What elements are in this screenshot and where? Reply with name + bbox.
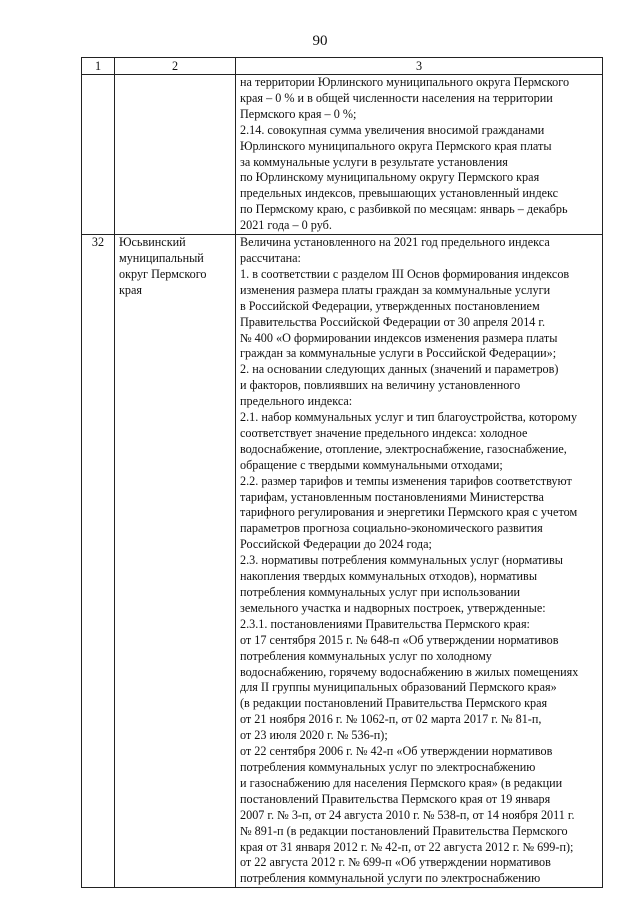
text-line: от 17 сентября 2015 г. № 648-п «Об утверждении нормативов <box>240 632 559 647</box>
text-line: водоснабжение, отопление, электроснабжение, газоснабжение, <box>240 441 567 456</box>
text-line: в Российской Федерации, утвержденных постановлением <box>240 298 540 313</box>
table-header-row <box>82 58 603 75</box>
text-line: и факторов, повлиявших на величину установленного <box>240 378 521 393</box>
text-line: 2.14. совокупная сумма увеличения вносимой гражданами <box>240 122 545 137</box>
row-number-cell <box>82 75 115 235</box>
page-number: 90 <box>312 33 328 49</box>
table-row <box>82 235 603 888</box>
text-line: потребления коммунальных услуг при использовании <box>240 585 521 599</box>
row-number-cell: 32 <box>82 235 115 888</box>
text-line: Величина установленного на 2021 год предельного индекса <box>240 235 550 250</box>
text-line: Российской Федерации до 2024 года; <box>240 537 432 552</box>
text-line: № 891-п (в редакции постановлений Правительства Пермского <box>240 823 568 838</box>
text-line: предельного индекса: <box>240 394 353 409</box>
text-line: граждан за коммунальные услуги в Российской Федерации»; <box>240 346 557 361</box>
text-line: 2021 года – 0 руб. <box>240 218 332 233</box>
text-line: края <box>119 282 143 297</box>
text-line: и газоснабжению для населения Пермского края» (в редакции <box>240 775 563 790</box>
text-line: рассчитана: <box>240 250 301 265</box>
text-line: муниципальный <box>119 250 204 265</box>
column-header-3: 3 <box>236 58 603 75</box>
text-line: 2. на основании следующих данных (значений и параметров) <box>240 362 559 377</box>
region-cell <box>115 235 236 888</box>
text-line: 2.2. размер тарифов и темпы изменения тарифов соответствуют <box>240 473 572 488</box>
text-line: потребления коммунальных услуг по холодному <box>240 648 492 663</box>
text-line: параметров прогноза социально-экономического развития <box>240 521 543 536</box>
description-cell <box>236 235 603 888</box>
text-line: края – 0 % и в общей численности населения на территории <box>240 90 553 105</box>
region-cell <box>115 75 236 235</box>
text-line: предельных индексов, превышающих установленный индекс <box>240 186 559 201</box>
text-line: по Пермскому краю, с разбивкой по месяцам: январь – декабрь <box>240 202 568 217</box>
text-line: № 400 «О формировании индексов изменения размера платы <box>240 330 558 345</box>
column-header-2: 2 <box>115 58 236 75</box>
text-line: Юрлинского муниципального округа Пермского края платы <box>240 138 552 153</box>
text-line: Правительства Российской Федерации от 30 апреля 2014 г. <box>240 314 546 329</box>
text-line: 2.3. нормативы потребления коммунальных услуг (нормативы <box>240 553 563 568</box>
table-row <box>82 75 603 235</box>
text-line: от 22 сентября 2006 г. № 42-п «Об утверждении нормативов <box>240 744 553 759</box>
text-line: на территории Юрлинского муниципального округа Пермского <box>240 75 570 89</box>
text-line: для II группы муниципальных образований Пермского края» <box>240 680 557 695</box>
column-header-1: 1 <box>82 58 115 75</box>
text-line: 1. в соответствии с разделом III Основ формирования индексов <box>240 266 570 281</box>
text-line: накопления твердых коммунальных отходов), нормативы <box>240 569 538 584</box>
text-line: Пермского края – 0 %; <box>240 106 357 121</box>
text-line: соответствует значение предельного индекса: холодное <box>240 425 528 440</box>
text-line: 2.1. набор коммунальных услуг и тип благоустройства, которому <box>240 410 578 425</box>
text-line: края от 31 января 2012 г. № 42-п, от 22 августа 2012 г. № 699-п); <box>240 839 574 854</box>
text-line: 2007 г. № 3-п, от 24 августа 2010 г. № 538-п, от 14 ноября 2011 г. <box>240 807 575 822</box>
text-line: 2.3.1. постановлениями Правительства Пермского края: <box>240 616 530 631</box>
text-line: тарифам, установленным постановлениями Министерства <box>240 489 544 504</box>
text-line: (в редакции постановлений Правительства Пермского края <box>240 696 548 711</box>
index-table <box>81 57 603 888</box>
text-line: от 21 ноября 2016 г. № 1062-п, от 02 марта 2017 г. № 81-п, <box>240 712 542 727</box>
description-cell <box>236 75 603 235</box>
text-line: Юсьвинский <box>119 235 186 250</box>
text-line: потребления коммунальной услуги по электроснабжению <box>240 871 541 886</box>
text-line: изменения размера платы граждан за коммунальные услуги <box>240 282 551 297</box>
text-line: за коммунальные услуги в результате установления <box>240 154 508 169</box>
text-line: по Юрлинскому муниципальному округу Пермского края <box>240 170 540 185</box>
text-line: от 22 августа 2012 г. № 699-п «Об утверждении нормативов <box>240 855 551 870</box>
text-line: от 23 июля 2020 г. № 536-п); <box>240 728 388 743</box>
text-line: потребления коммунальных услуг по электроснабжению <box>240 759 536 774</box>
text-line: водоснабжению, горячему водоснабжению в жилых помещениях <box>240 664 579 679</box>
text-line: тарифного регулирования и энергетики Пермского края с учетом <box>240 505 578 520</box>
text-line: земельного участка и надворных построек, утвержденные: <box>240 600 546 615</box>
text-line: округ Пермского <box>119 266 207 281</box>
text-line: постановлений Правительства Пермского края от 19 января <box>240 791 551 806</box>
text-line: обращение с твердыми коммунальными отходами; <box>240 457 503 472</box>
